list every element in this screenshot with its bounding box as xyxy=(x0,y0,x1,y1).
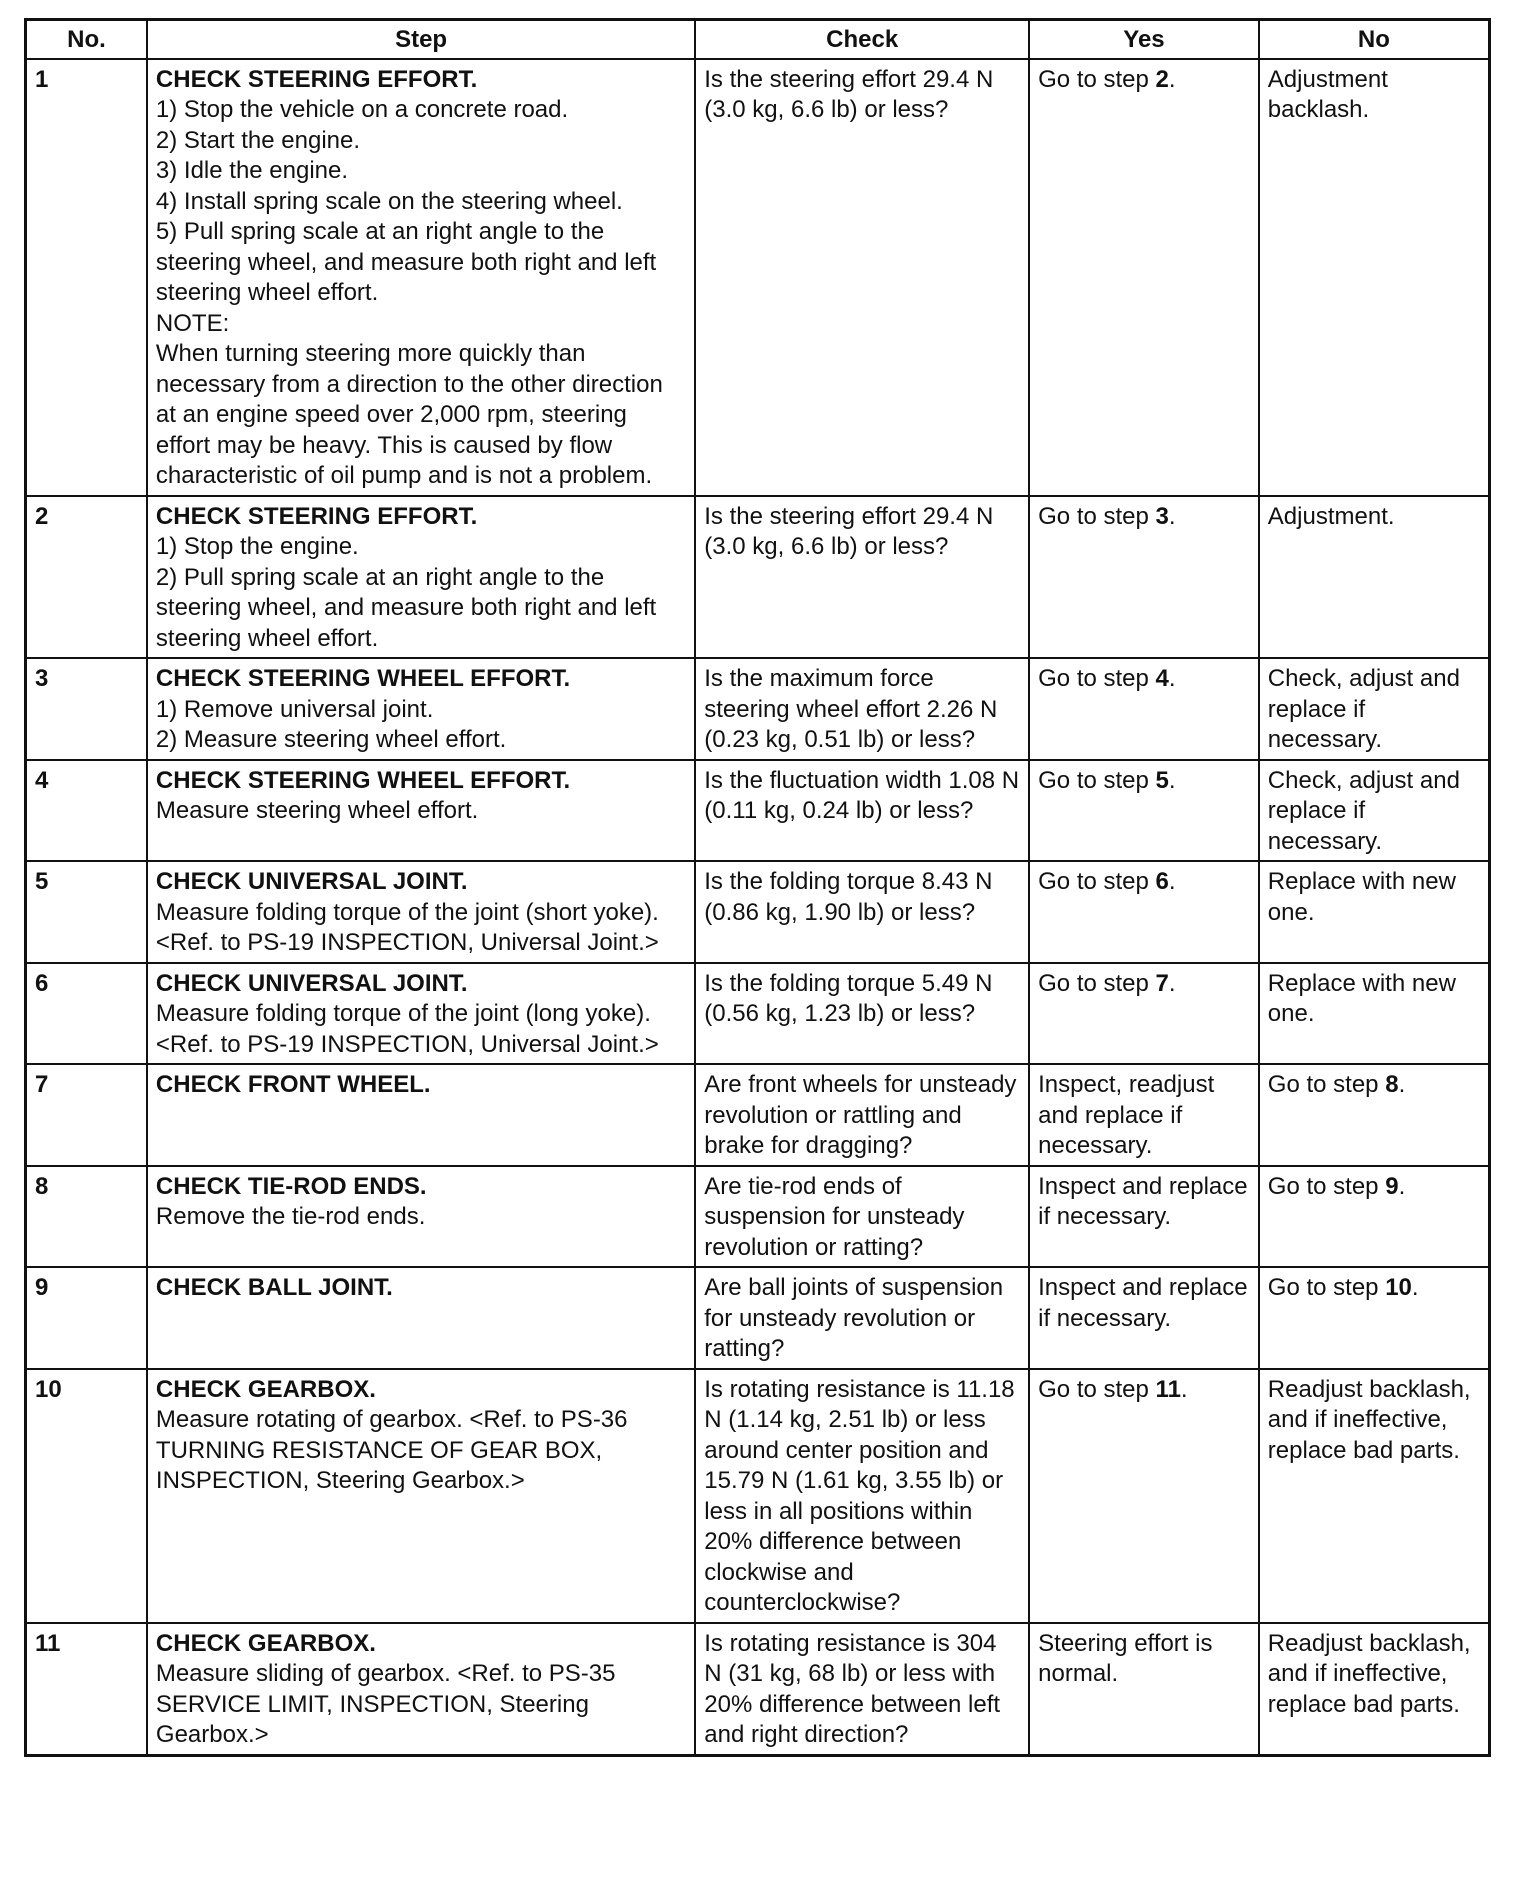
yes-cell xyxy=(1029,1267,1259,1369)
table-row xyxy=(26,496,1490,659)
step-title: CHECK BALL JOINT. xyxy=(155,1274,393,1301)
yes-cell xyxy=(1029,760,1259,862)
check-question: Is the folding torque 5.49 N (0.56 kg, 1.23 lb) or less? xyxy=(704,969,993,1027)
no-cell xyxy=(1259,496,1490,659)
no-goto-prefix: Go to step xyxy=(1267,1172,1379,1200)
check-question: Are ball joints of suspension for unsteady revolution or ratting? xyxy=(704,1274,1004,1362)
step-instructions: 1) Stop the vehicle on a concrete road. 2) Start the engine. 3) Idle the engine. 4) Install spring scale on the steering wheel. 5) Pull spring scale at an right angle to the steering wheel, and measure both right and left steering wheel effort. NOTE: When turning steering more quickly than necessary from a direction to the other direction at an engine speed over 2,000 rpm, steering effort may be heavy. This is caused by flow characteristic of oil pump and is not a problem. xyxy=(155,96,663,489)
table-row xyxy=(26,59,1490,496)
check-question: Is the folding torque 8.43 N (0.86 kg, 1.90 lb) or less? xyxy=(704,868,993,926)
diagnosis-table xyxy=(24,18,1491,1757)
step-title: CHECK GEARBOX. xyxy=(155,1375,376,1403)
yes-cell xyxy=(1029,1369,1259,1623)
check-cell xyxy=(695,1064,1029,1166)
header-check: Check xyxy=(695,20,1029,59)
step-title: CHECK STEERING WHEEL EFFORT. xyxy=(155,766,571,794)
row-number-text: 2 xyxy=(35,502,49,530)
no-cell xyxy=(1259,1064,1490,1166)
table-row xyxy=(26,760,1490,862)
step-cell xyxy=(147,658,695,760)
step-instructions: Measure sliding of gearbox. <Ref. to PS-35 SERVICE LIMIT, INSPECTION, Steering Gearbox.> xyxy=(155,1660,616,1748)
row-number-text: 1 xyxy=(35,65,49,93)
step-title: CHECK FRONT WHEEL. xyxy=(155,1071,431,1098)
step-title: CHECK UNIVERSAL JOINT. xyxy=(155,969,468,997)
yes-goto-step: 11 xyxy=(1155,1375,1181,1403)
table-row xyxy=(26,963,1490,1065)
check-question: Are tie-rod ends of suspension for unsteady revolution or ratting? xyxy=(704,1172,965,1261)
row-number-text: 6 xyxy=(35,969,49,997)
step-instructions: Measure rotating of gearbox. <Ref. to PS-36 TURNING RESISTANCE OF GEAR BOX, INSPECTION, Steering Gearbox.> xyxy=(155,1406,628,1494)
row-number-text: 9 xyxy=(35,1274,49,1301)
yes-goto-step: 3 xyxy=(1155,502,1169,530)
check-cell xyxy=(695,861,1029,963)
yes-goto-prefix: Go to step xyxy=(1038,868,1149,895)
row-number xyxy=(26,1623,147,1756)
no-cell xyxy=(1259,59,1490,496)
yes-cell xyxy=(1029,1623,1259,1756)
table-row xyxy=(26,658,1490,760)
row-number-text: 8 xyxy=(35,1172,49,1200)
no-action-text: Adjustment backlash. xyxy=(1267,65,1388,123)
no-goto-step: 9 xyxy=(1385,1172,1399,1200)
no-action-text: Check, adjust and replace if necessary. xyxy=(1267,766,1460,855)
check-cell xyxy=(695,963,1029,1065)
check-cell xyxy=(695,1166,1029,1268)
no-goto-prefix: Go to step xyxy=(1267,1071,1379,1098)
step-cell xyxy=(147,1369,695,1623)
yes-action-text: Inspect and replace if necessary. xyxy=(1038,1172,1248,1230)
no-cell xyxy=(1259,658,1490,760)
table-row xyxy=(26,1267,1490,1369)
row-number xyxy=(26,1064,147,1166)
step-cell xyxy=(147,760,695,862)
step-cell xyxy=(147,861,695,963)
yes-cell xyxy=(1029,496,1259,659)
check-cell xyxy=(695,496,1029,659)
step-cell xyxy=(147,59,695,496)
yes-cell xyxy=(1029,59,1259,496)
header-no: No. xyxy=(26,20,147,59)
header-step: Step xyxy=(147,20,695,59)
check-cell xyxy=(695,59,1029,496)
check-question: Is the steering effort 29.4 N (3.0 kg, 6.6 lb) or less? xyxy=(704,502,994,560)
header-row xyxy=(26,20,1490,59)
yes-goto-period: . xyxy=(1168,502,1176,530)
no-action-text: Replace with new one. xyxy=(1267,868,1456,926)
yes-goto-step: 5 xyxy=(1155,766,1169,794)
header-no-action: No xyxy=(1259,20,1490,59)
no-goto-prefix: Go to step xyxy=(1267,1274,1379,1301)
check-question: Is the maximum force steering wheel effort 2.26 N (0.23 kg, 0.51 lb) or less? xyxy=(704,665,998,753)
yes-goto-prefix: Go to step xyxy=(1038,969,1149,997)
yes-goto-period: . xyxy=(1168,868,1176,895)
check-cell xyxy=(695,760,1029,862)
no-goto-step: 10 xyxy=(1385,1274,1412,1301)
no-action-text: Readjust backlash, and if ineffective, replace bad parts. xyxy=(1267,1375,1471,1464)
no-goto-period: . xyxy=(1411,1274,1419,1301)
yes-goto-prefix: Go to step xyxy=(1038,1375,1149,1403)
row-number xyxy=(26,760,147,862)
no-cell xyxy=(1259,1369,1490,1623)
table-row xyxy=(26,1166,1490,1268)
row-number xyxy=(26,658,147,760)
row-number-text: 7 xyxy=(35,1071,49,1098)
row-number xyxy=(26,496,147,659)
yes-goto-step: 2 xyxy=(1155,65,1169,93)
table-row xyxy=(26,1064,1490,1166)
table-row xyxy=(26,1369,1490,1623)
no-goto-period: . xyxy=(1398,1172,1406,1200)
no-action-text: Readjust backlash, and if ineffective, replace bad parts. xyxy=(1267,1629,1471,1718)
step-cell xyxy=(147,1064,695,1166)
row-number xyxy=(26,1267,147,1369)
yes-action-text: Inspect and replace if necessary. xyxy=(1038,1274,1248,1332)
row-number xyxy=(26,963,147,1065)
step-title: CHECK GEARBOX. xyxy=(155,1629,376,1657)
yes-action-text: Inspect, readjust and replace if necessary. xyxy=(1038,1071,1215,1159)
check-question: Is the fluctuation width 1.08 N (0.11 kg, 0.24 lb) or less? xyxy=(704,766,1020,824)
check-question: Is rotating resistance is 11.18 N (1.14 kg, 2.51 lb) or less around center position and 15.79 N (1.61 kg, 3.55 lb) or less in all positions within 20% difference between clockwise and counterclockwise? xyxy=(704,1375,1015,1616)
table-body xyxy=(26,59,1490,1756)
step-instructions: 1) Remove universal joint. 2) Measure steering wheel effort. xyxy=(155,695,507,753)
row-number xyxy=(26,59,147,496)
step-cell xyxy=(147,496,695,659)
row-number xyxy=(26,861,147,963)
yes-goto-period: . xyxy=(1168,969,1176,997)
no-cell xyxy=(1259,861,1490,963)
step-instructions: 1) Stop the engine. 2) Pull spring scale at an right angle to the steering wheel, and measure both right and left steering wheel effort. xyxy=(155,533,657,652)
yes-goto-period: . xyxy=(1168,766,1176,794)
step-title: CHECK UNIVERSAL JOINT. xyxy=(155,868,468,895)
yes-goto-period: . xyxy=(1180,1375,1188,1403)
no-action-text: Adjustment. xyxy=(1267,502,1395,530)
step-title: CHECK STEERING EFFORT. xyxy=(155,502,478,530)
row-number xyxy=(26,1166,147,1268)
table-header xyxy=(26,20,1490,59)
yes-goto-step: 6 xyxy=(1155,868,1169,895)
yes-cell xyxy=(1029,861,1259,963)
table-row xyxy=(26,861,1490,963)
step-title: CHECK TIE-ROD ENDS. xyxy=(155,1172,427,1200)
step-cell xyxy=(147,1623,695,1756)
step-cell xyxy=(147,1267,695,1369)
row-number-text: 3 xyxy=(35,665,49,692)
step-instructions: Measure steering wheel effort. xyxy=(155,797,479,824)
yes-cell xyxy=(1029,963,1259,1065)
yes-goto-step: 7 xyxy=(1155,969,1169,997)
yes-goto-prefix: Go to step xyxy=(1038,665,1149,692)
step-cell xyxy=(147,1166,695,1268)
step-instructions: Remove the tie-rod ends. xyxy=(155,1203,426,1230)
yes-cell xyxy=(1029,658,1259,760)
check-question: Is the steering effort 29.4 N (3.0 kg, 6.6 lb) or less? xyxy=(704,65,994,123)
check-cell xyxy=(695,1369,1029,1623)
step-instructions: Measure folding torque of the joint (long yoke). <Ref. to PS-19 INSPECTION, Universal Joint.> xyxy=(155,1000,659,1058)
no-action-text: Replace with new one. xyxy=(1267,969,1456,1027)
row-number-text: 5 xyxy=(35,868,49,895)
row-number-text: 10 xyxy=(35,1375,62,1403)
yes-goto-prefix: Go to step xyxy=(1038,65,1149,93)
row-number-text: 4 xyxy=(35,766,49,794)
no-cell xyxy=(1259,1267,1490,1369)
step-instructions: Measure folding torque of the joint (short yoke). <Ref. to PS-19 INSPECTION, Universal Joint.> xyxy=(155,898,659,956)
yes-cell xyxy=(1029,1166,1259,1268)
check-cell xyxy=(695,658,1029,760)
yes-action-text: Steering effort is normal. xyxy=(1038,1629,1213,1687)
check-cell xyxy=(695,1623,1029,1756)
no-goto-period: . xyxy=(1398,1071,1406,1098)
no-goto-step: 8 xyxy=(1385,1071,1399,1098)
header-yes: Yes xyxy=(1029,20,1259,59)
check-question: Is rotating resistance is 304 N (31 kg, 68 lb) or less with 20% difference between left and right direction? xyxy=(704,1629,1001,1748)
yes-goto-prefix: Go to step xyxy=(1038,502,1149,530)
yes-goto-period: . xyxy=(1168,665,1176,692)
table-row xyxy=(26,1623,1490,1756)
yes-goto-prefix: Go to step xyxy=(1038,766,1149,794)
row-number xyxy=(26,1369,147,1623)
step-cell xyxy=(147,963,695,1065)
check-question: Are front wheels for unsteady revolution or rattling and brake for dragging? xyxy=(704,1071,1017,1159)
yes-goto-step: 4 xyxy=(1155,665,1169,692)
no-cell xyxy=(1259,963,1490,1065)
no-cell xyxy=(1259,1623,1490,1756)
no-cell xyxy=(1259,1166,1490,1268)
yes-goto-period: . xyxy=(1168,65,1176,93)
no-cell xyxy=(1259,760,1490,862)
check-cell xyxy=(695,1267,1029,1369)
step-title: CHECK STEERING WHEEL EFFORT. xyxy=(155,665,571,692)
no-action-text: Check, adjust and replace if necessary. xyxy=(1267,665,1460,753)
step-title: CHECK STEERING EFFORT. xyxy=(155,65,478,93)
yes-cell xyxy=(1029,1064,1259,1166)
row-number-text: 11 xyxy=(35,1629,61,1657)
